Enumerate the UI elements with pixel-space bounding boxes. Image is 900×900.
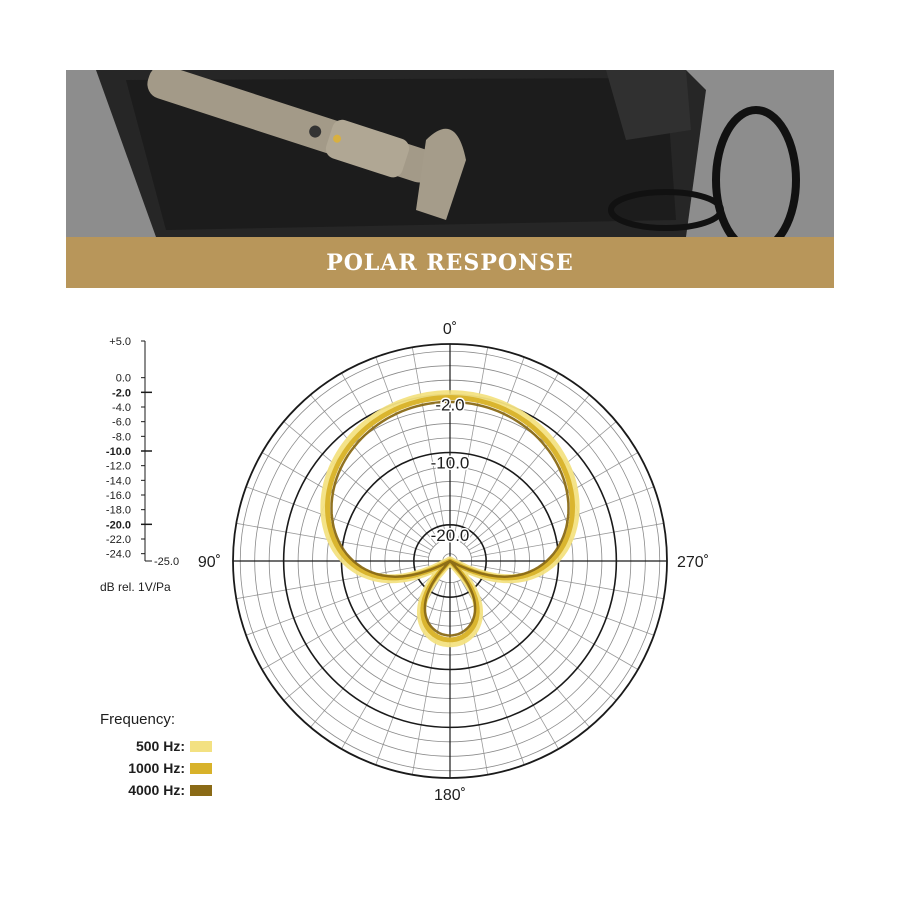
legend-item-1000: [100, 757, 212, 779]
legend-title: Frequency:: [100, 711, 176, 728]
db-scale: [106, 336, 179, 568]
legend-label: 500 Hz:: [135, 738, 185, 754]
ring-label: -20.0: [430, 525, 470, 545]
angle-label: 0˚: [442, 321, 458, 338]
scale-tick-label: -12.0: [105, 460, 131, 473]
legend-label: 4000 Hz:: [128, 782, 185, 798]
legend-swatch: [190, 741, 212, 752]
ring-label: -10.0: [430, 453, 470, 473]
angle-label: 90˚: [197, 554, 221, 571]
legend-label: 1000 Hz:: [128, 760, 185, 776]
scale-tick-label: -4.0: [112, 402, 131, 414]
scale-tick-label: -24.0: [105, 548, 131, 561]
scale-tick-label: -14.0: [105, 475, 131, 488]
scale-tick-label: -20.0: [105, 519, 131, 532]
scale-tick-label: -6.0: [112, 416, 131, 429]
ring-label: -2.0: [435, 395, 465, 415]
scale-unit-label: dB rel. 1V/Pa: [100, 580, 171, 594]
legend-swatch: [190, 763, 212, 774]
banner-title: POLAR RESPONSE: [326, 249, 574, 276]
legend-swatch: [190, 785, 212, 796]
scale-tick-label: 0.0: [115, 372, 131, 385]
scale-tick-label: -16.0: [105, 490, 131, 502]
legend-item-4000: [100, 779, 212, 801]
legend-item-500: [100, 735, 212, 757]
scale-tick-label: -10.0: [105, 446, 131, 458]
angle-label: 270˚: [677, 554, 710, 571]
scale-tick-label: +5.0: [109, 336, 131, 348]
angle-label: 180˚: [433, 787, 467, 804]
scale-tick-label: -22.0: [105, 534, 131, 546]
scale-tick-label: -8.0: [112, 431, 131, 444]
scale-min-label: -25.0: [154, 556, 180, 568]
legend: [100, 711, 240, 801]
scale-tick-label: -18.0: [105, 504, 131, 517]
scale-tick-label: -2.0: [112, 387, 131, 400]
